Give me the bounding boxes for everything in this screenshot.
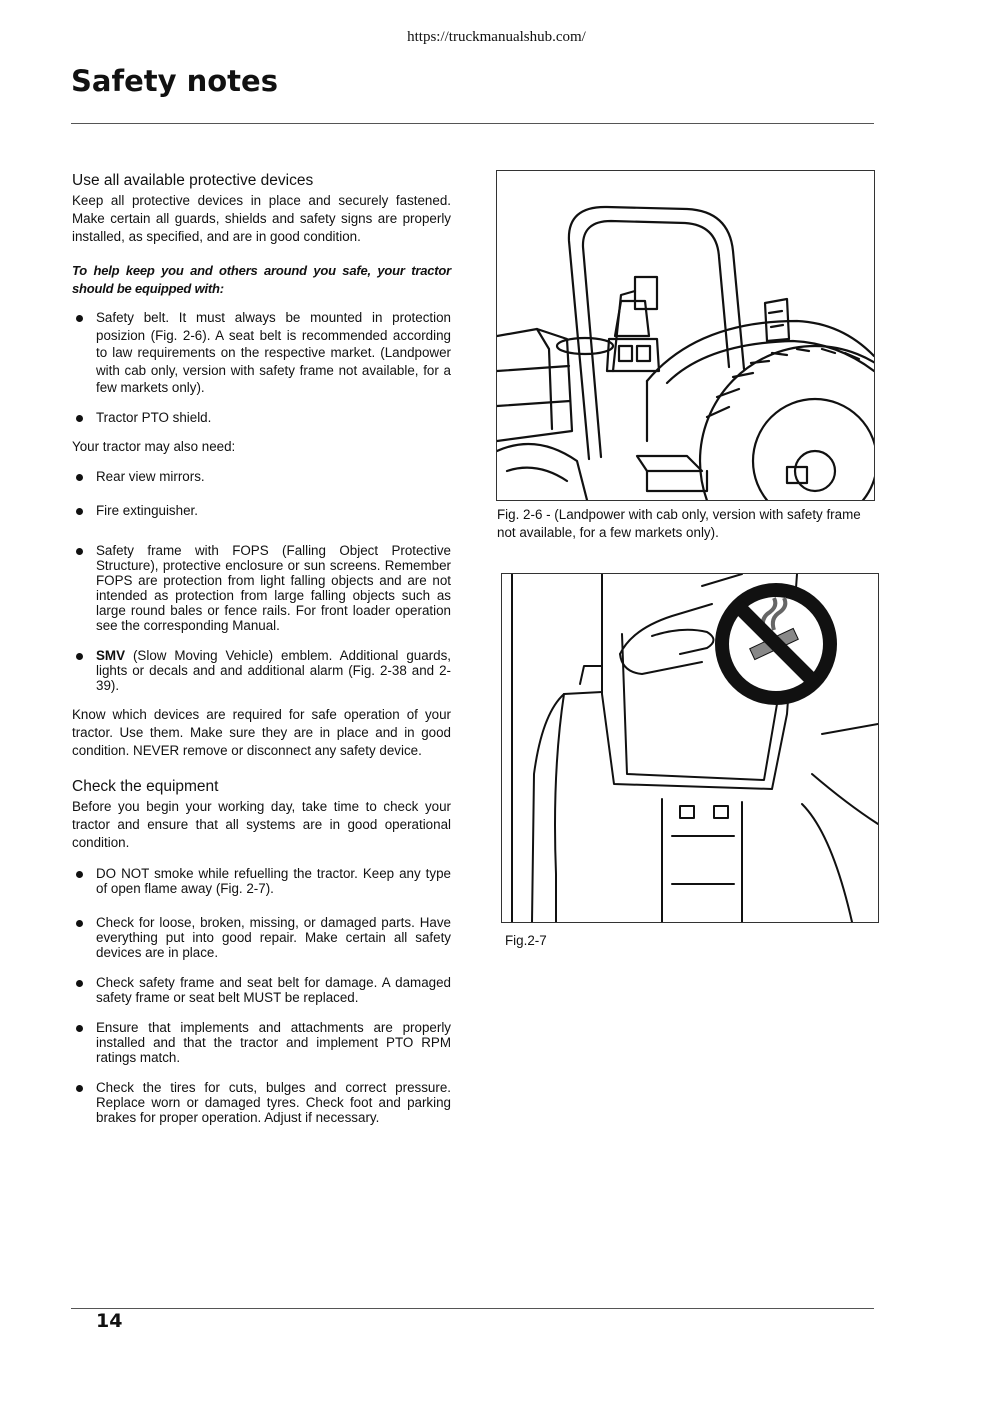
list-item-extinguisher: Fire extinguisher.: [72, 502, 451, 520]
optional-equipment-list: [72, 468, 451, 519]
list-item-mirrors: Rear view mirrors.: [72, 468, 451, 486]
section-heading-check-equipment: Check the equipment: [72, 778, 219, 795]
tractor-illustration: [497, 171, 874, 500]
list-item-no-smoking: DO NOT smoke while refuelling the tractor. Keep any type of open flame away (Fig. 2-7).: [72, 866, 451, 896]
footer-divider: [71, 1308, 874, 1309]
smv-text: (Slow Moving Vehicle) emblem. Additional guards, lights or decals and and additional alarm (Fig. 2-38 and 2-39).: [96, 648, 451, 693]
check-equipment-paragraph: Before you begin your working day, take time to check your tractor and ensure that all systems are in good operational condition.: [72, 799, 451, 850]
list-item-pto-shield: Tractor PTO shield.: [72, 409, 451, 427]
figure-2-6-caption: Fig. 2-6 - (Landpower with cab only, version with safety frame not available, for a few markets only).: [497, 507, 861, 540]
figure-2-7-caption: Fig.2-7: [505, 933, 547, 948]
figure-tractor-safety-frame: [496, 170, 875, 501]
smv-label: SMV: [96, 648, 126, 663]
know-devices-paragraph: Know which devices are required for safe operation of your tractor. Use them. Make sure they are in place and in good condition. NEVER remove or disconnect any safety device.: [72, 707, 451, 758]
checklist: [72, 866, 451, 1125]
also-need-text: Your tractor may also need:: [72, 439, 236, 454]
refuelling-illustration: [502, 574, 878, 922]
section-heading-protective-devices: Use all available protective devices: [72, 172, 314, 189]
figure-no-smoking-refuel: [501, 573, 879, 923]
list-item-fops: Safety frame with FOPS (Falling Object Protective Structure), protective enclosure or sun screens. Remember FOPS are protection from light falling objects and are not intended as protection from large falling objects such as large round bales or fence rails. For front loader operation see the corresponding Manual.: [72, 543, 451, 633]
equipment-intro: To help keep you and others around you safe, your tractor should be equipped with:: [72, 263, 451, 296]
page-title: Safety notes: [71, 64, 278, 98]
list-item-safety-frame: Check safety frame and seat belt for damage. A damaged safety frame or seat belt MUST be replaced.: [72, 975, 451, 1005]
list-item-safety-belt: Safety belt. It must always be mounted in protection posizion (Fig. 2-6). A seat belt is recommended according to law requirements on the respective market. (Landpower with cab only, version with safety frame not available, for a few markets only).: [72, 309, 451, 397]
list-item-smv: [72, 648, 451, 693]
list-item-tires: Check the tires for cuts, bulges and correct pressure. Replace worn or damaged tyres. Check foot and parking brakes for proper operation. Adjust if necessary.: [72, 1080, 451, 1125]
page-number: 14: [96, 1310, 123, 1332]
protective-structures-list: [72, 543, 451, 693]
list-item-damaged-parts: Check for loose, broken, missing, or damaged parts. Have everything put into good repair. Make certain all safety devices are in place.: [72, 915, 451, 960]
source-url: https://truckmanualshub.com/: [407, 29, 586, 45]
left-column: [72, 172, 451, 1125]
protective-devices-paragraph: Keep all protective devices in place and securely fastened. Make certain all guards, shields and safety signs are properly installed, as specified, and are in good condition.: [72, 193, 451, 244]
list-item-implements: Ensure that implements and attachments are properly installed and that the tractor and implement PTO RPM ratings match.: [72, 1020, 451, 1065]
header-divider: [71, 123, 874, 124]
required-equipment-list: [72, 309, 451, 426]
